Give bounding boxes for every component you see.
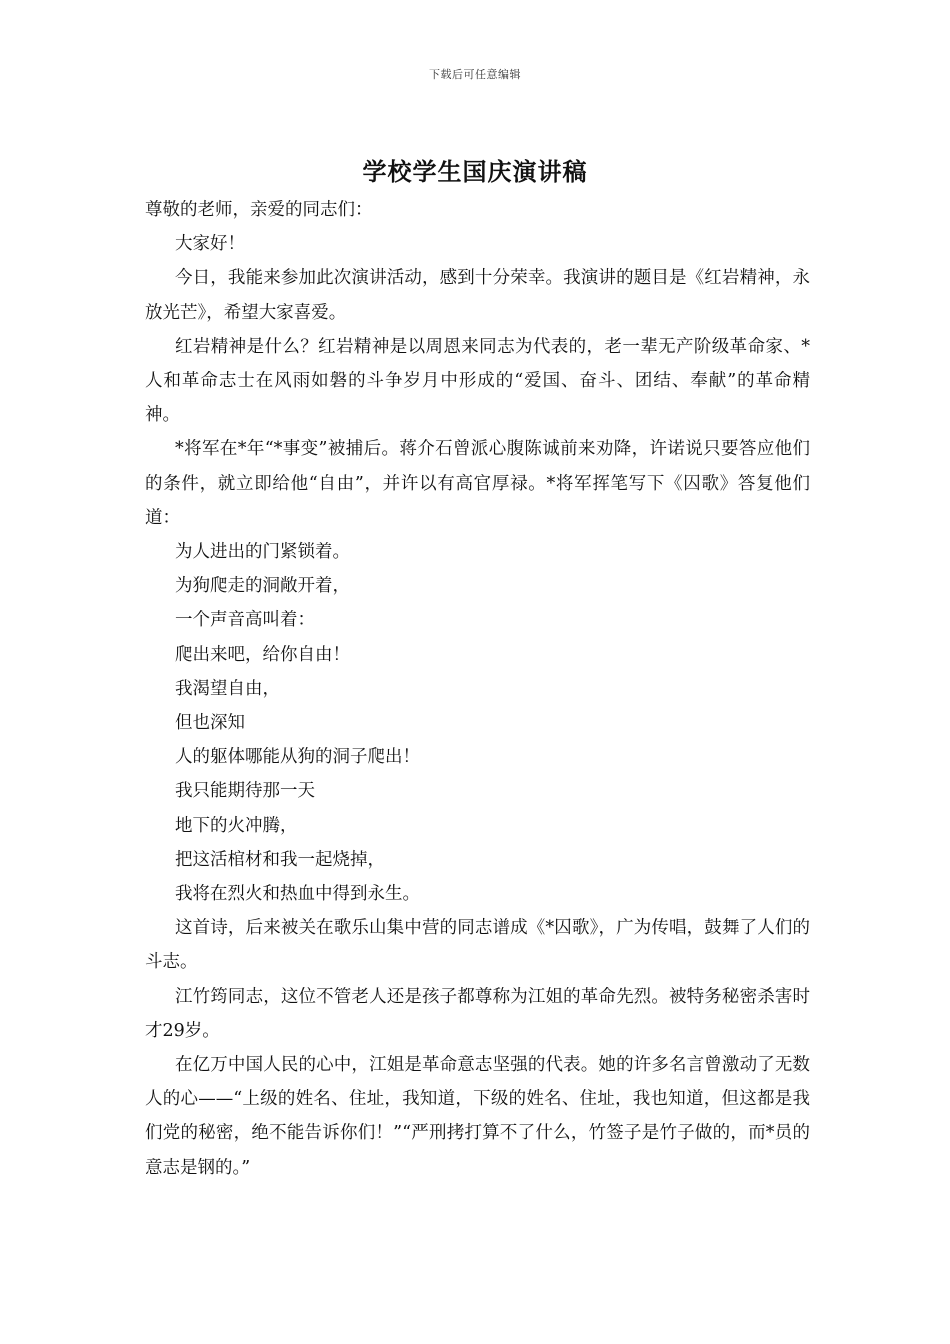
paragraph-quotes: 在亿万中国人民的心中，江姐是革命意志坚强的代表。她的许多名言曾激动了无数人的心——“上级的姓名、住址，我知道，下级的姓名、住址，我也知道，但这都是我们党的秘密，绝不能告诉你们！”“严刑拷打算不了什么，竹签子是竹子做的，而*员的意志是钢的。” — [145, 1055, 810, 1178]
poem-line: 为狗爬走的洞敞开着， — [175, 576, 350, 597]
paragraph-intro: 今日，我能来参加此次演讲活动，感到十分荣幸。我演讲的题目是《红岩精神，永放光芒》，希望大家喜爱。 — [145, 268, 810, 323]
poem-line: 爬出来吧，给你自由！ — [175, 644, 350, 665]
paragraph-story: *将军在*年“*事变”被捕后。蒋介石曾派心腹陈诚前来劝降，许诺说只要答应他们的条件，就立即给他“自由”，并许以有高官厚禄。*将军挥笔写下《囚歌》答复他们道： — [145, 439, 810, 528]
poem-line: 我将在烈火和热血中得到永生。 — [175, 884, 420, 905]
poem-line: 但也深知 — [175, 713, 245, 734]
poem-line: 我只能期待那一天 — [175, 781, 315, 802]
poem-line: 把这活棺材和我一起烧掉， — [175, 849, 385, 870]
poem-line: 地下的火冲腾， — [175, 815, 298, 836]
paragraph-song: 这首诗，后来被关在歌乐山集中营的同志谱成《*囚歌》，广为传唱，鼓舞了人们的斗志。 — [145, 918, 810, 973]
document-body — [145, 193, 810, 1185]
poem-line: 为人进出的门紧锁着。 — [175, 542, 350, 563]
document-title: 学校学生国庆演讲稿 — [362, 158, 588, 186]
salutation: 尊敬的老师，亲爱的同志们： — [145, 200, 373, 220]
poem-line: 我渴望自由， — [175, 678, 280, 699]
paragraph-jiang-zhujun: 江竹筠同志，这位不管老人还是孩子都尊称为江姐的革命先烈。被特务秘密杀害时才29岁。 — [145, 986, 810, 1041]
poem-line: 一个声音高叫着： — [175, 610, 315, 631]
paragraph-greeting: 大家好！ — [175, 234, 245, 255]
page-header-note: 下载后可任意编辑 — [429, 68, 521, 81]
paragraph-definition: 红岩精神是什么？红岩精神是以周恩来同志为代表的，老一辈无产阶级革命家、*人和革命志士在风雨如磐的斗争岁月中形成的“爱国、奋斗、团结、奉献”的革命精神。 — [145, 336, 810, 426]
poem-line: 人的躯体哪能从狗的洞子爬出！ — [175, 747, 420, 768]
